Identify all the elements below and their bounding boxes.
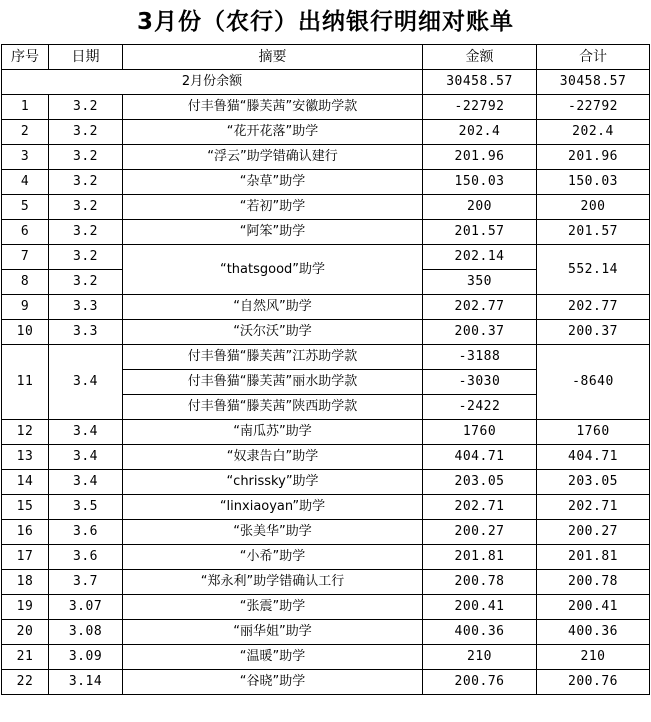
row-date: 3.2 <box>49 95 123 120</box>
table-row <box>2 320 650 345</box>
table-row <box>2 145 650 170</box>
row-amount: -3188 <box>423 345 537 370</box>
row-summary: “chrissky”助学 <box>123 470 423 495</box>
table-row <box>2 645 650 670</box>
row-amount: 200.37 <box>423 320 537 345</box>
header-date: 日期 <box>49 45 123 70</box>
row-amount: 202.14 <box>423 245 537 270</box>
row-summary: “张美华”助学 <box>123 520 423 545</box>
row-total: 202.4 <box>537 120 650 145</box>
row-amount: 201.96 <box>423 145 537 170</box>
row-amount: 150.03 <box>423 170 537 195</box>
row-amount: 202.71 <box>423 495 537 520</box>
row-amount: 200.27 <box>423 520 537 545</box>
row-amount: -22792 <box>423 95 537 120</box>
row-no: 6 <box>2 220 49 245</box>
row-summary: “张震”助学 <box>123 595 423 620</box>
header-amount: 金额 <box>423 45 537 70</box>
row-no: 18 <box>2 570 49 595</box>
row-no: 16 <box>2 520 49 545</box>
row-total: 400.36 <box>537 620 650 645</box>
row-date: 3.6 <box>49 520 123 545</box>
page-title: 3月份（农行）出纳银行明细对账单 <box>136 9 514 35</box>
row-total: 200.41 <box>537 595 650 620</box>
row-amount: 200.78 <box>423 570 537 595</box>
row-summary: “若初”助学 <box>123 195 423 220</box>
table-row <box>2 470 650 495</box>
row-summary: “浮云”助学错确认建行 <box>123 145 423 170</box>
row-date: 3.2 <box>49 195 123 220</box>
row-summary: “linxiaoyan”助学 <box>123 495 423 520</box>
row-no: 21 <box>2 645 49 670</box>
row-amount: 200.76 <box>423 670 537 695</box>
row-no: 10 <box>2 320 49 345</box>
row-total: 202.71 <box>537 495 650 520</box>
row-total: 1760 <box>537 420 650 445</box>
table-row <box>2 445 650 470</box>
row-summary: “南瓜苏”助学 <box>123 420 423 445</box>
row-no: 17 <box>2 545 49 570</box>
ledger-table <box>1 44 650 695</box>
row-no: 22 <box>2 670 49 695</box>
row-total: 201.57 <box>537 220 650 245</box>
row-total: 200.76 <box>537 670 650 695</box>
row-date: 3.4 <box>49 470 123 495</box>
row-amount: 202.4 <box>423 120 537 145</box>
row-total: 202.77 <box>537 295 650 320</box>
row-no: 13 <box>2 445 49 470</box>
row-summary: “阿笨”助学 <box>123 220 423 245</box>
row-total: 210 <box>537 645 650 670</box>
row-total: -8640 <box>537 345 650 420</box>
row-date: 3.3 <box>49 320 123 345</box>
row-total: 404.71 <box>537 445 650 470</box>
table-row <box>2 95 650 120</box>
table-row <box>2 220 650 245</box>
row-amount: 404.71 <box>423 445 537 470</box>
row-date: 3.3 <box>49 295 123 320</box>
row-date: 3.4 <box>49 420 123 445</box>
table-row <box>2 245 650 270</box>
row-no: 7 <box>2 245 49 270</box>
carry-amount: 30458.57 <box>423 70 537 95</box>
row-no: 19 <box>2 595 49 620</box>
row-no: 20 <box>2 620 49 645</box>
row-summary: “thatsgood”助学 <box>123 245 423 295</box>
row-amount: 203.05 <box>423 470 537 495</box>
header-summary: 摘要 <box>123 45 423 70</box>
row-date: 3.09 <box>49 645 123 670</box>
row-no: 1 <box>2 95 49 120</box>
row-date: 3.2 <box>49 270 123 295</box>
carry-total: 30458.57 <box>537 70 650 95</box>
row-no: 14 <box>2 470 49 495</box>
row-no: 2 <box>2 120 49 145</box>
row-amount: 210 <box>423 645 537 670</box>
row-summary: 付丰鲁猫“滕芙茜”丽水助学款 <box>123 370 423 395</box>
row-summary: “郑永利”助学错确认工行 <box>123 570 423 595</box>
row-summary: “奴隶告白”助学 <box>123 445 423 470</box>
row-date: 3.08 <box>49 620 123 645</box>
row-no: 8 <box>2 270 49 295</box>
row-date: 3.2 <box>49 145 123 170</box>
header-row <box>2 45 650 70</box>
header-total: 合计 <box>537 45 650 70</box>
row-summary: “沃尔沃”助学 <box>123 320 423 345</box>
table-row <box>2 420 650 445</box>
row-amount: -3030 <box>423 370 537 395</box>
row-summary: “小希”助学 <box>123 545 423 570</box>
row-amount: 201.57 <box>423 220 537 245</box>
row-no: 5 <box>2 195 49 220</box>
row-total: 200 <box>537 195 650 220</box>
row-amount: 350 <box>423 270 537 295</box>
table-row <box>2 570 650 595</box>
table-row <box>2 120 650 145</box>
row-no: 11 <box>2 345 49 420</box>
row-total: 200.78 <box>537 570 650 595</box>
row-summary: 付丰鲁猫“滕芙茜”安徽助学款 <box>123 95 423 120</box>
row-summary: “温暖”助学 <box>123 645 423 670</box>
row-date: 3.7 <box>49 570 123 595</box>
row-date: 3.2 <box>49 220 123 245</box>
row-amount: -2422 <box>423 395 537 420</box>
row-no: 9 <box>2 295 49 320</box>
row-summary: “自然风”助学 <box>123 295 423 320</box>
table-row <box>2 195 650 220</box>
row-amount: 1760 <box>423 420 537 445</box>
row-date: 3.6 <box>49 545 123 570</box>
carry-label: 2月份余额 <box>2 70 423 95</box>
table-row <box>2 545 650 570</box>
table-row <box>2 495 650 520</box>
row-amount: 202.77 <box>423 295 537 320</box>
row-total: 200.37 <box>537 320 650 345</box>
row-total: 201.81 <box>537 545 650 570</box>
row-amount: 200.41 <box>423 595 537 620</box>
ledger-body <box>2 70 650 695</box>
row-date: 3.4 <box>49 345 123 420</box>
row-date: 3.5 <box>49 495 123 520</box>
table-row <box>2 670 650 695</box>
row-no: 4 <box>2 170 49 195</box>
table-row <box>2 345 650 370</box>
row-summary: “丽华姐”助学 <box>123 620 423 645</box>
row-total: -22792 <box>537 95 650 120</box>
row-date: 3.2 <box>49 170 123 195</box>
row-date: 3.2 <box>49 245 123 270</box>
row-amount: 201.81 <box>423 545 537 570</box>
row-no: 3 <box>2 145 49 170</box>
row-date: 3.2 <box>49 120 123 145</box>
row-total: 203.05 <box>537 470 650 495</box>
row-summary: “谷晓”助学 <box>123 670 423 695</box>
row-date: 3.4 <box>49 445 123 470</box>
row-amount: 400.36 <box>423 620 537 645</box>
carry-row <box>2 70 650 95</box>
row-total: 201.96 <box>537 145 650 170</box>
table-row <box>2 170 650 195</box>
row-summary: 付丰鲁猫“滕芙茜”江苏助学款 <box>123 345 423 370</box>
row-summary: “花开花落”助学 <box>123 120 423 145</box>
table-row <box>2 295 650 320</box>
table-row <box>2 595 650 620</box>
row-amount: 200 <box>423 195 537 220</box>
row-total: 200.27 <box>537 520 650 545</box>
row-summary: “杂草”助学 <box>123 170 423 195</box>
row-no: 15 <box>2 495 49 520</box>
row-date: 3.07 <box>49 595 123 620</box>
table-row <box>2 520 650 545</box>
header-no: 序号 <box>2 45 49 70</box>
row-total: 552.14 <box>537 245 650 295</box>
row-no: 12 <box>2 420 49 445</box>
row-total: 150.03 <box>537 170 650 195</box>
table-row <box>2 620 650 645</box>
row-date: 3.14 <box>49 670 123 695</box>
row-summary: 付丰鲁猫“滕芙茜”陕西助学款 <box>123 395 423 420</box>
